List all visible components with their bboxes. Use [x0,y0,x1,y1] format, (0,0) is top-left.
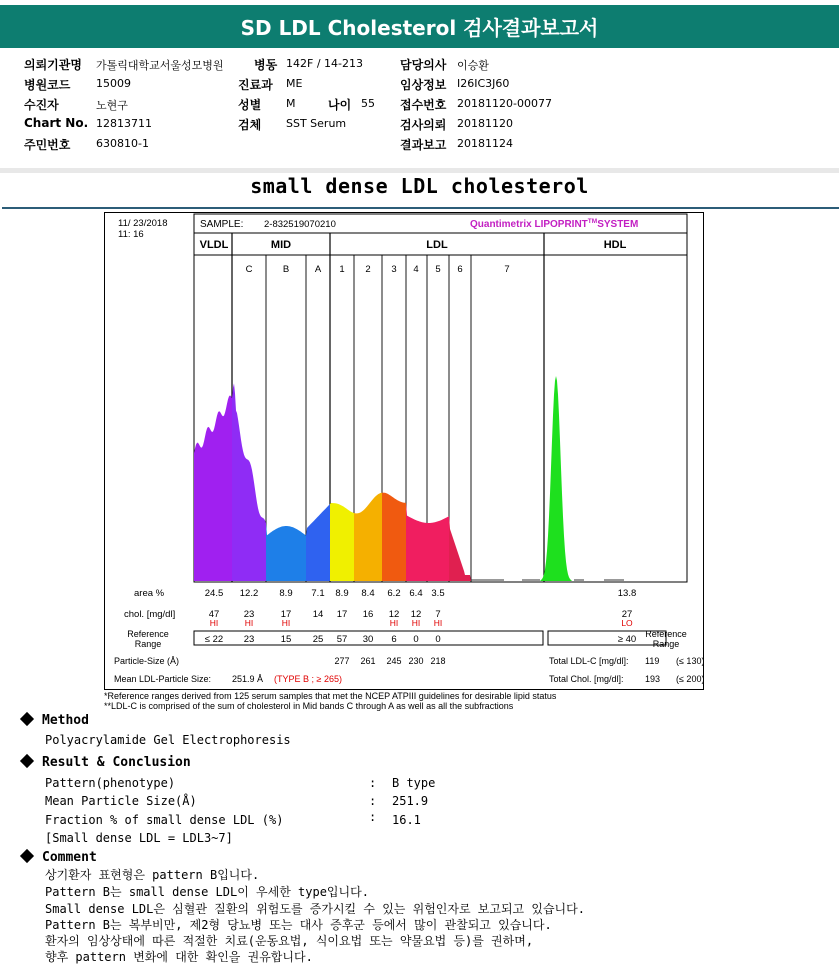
band-label-a: A [314,264,322,275]
ward-value: 142F / 14-213 [286,57,363,70]
chart-value: 12813711 [96,117,152,130]
report-time: 11: 16 [118,229,144,240]
ref-value: 0 [413,634,419,645]
chol-value: 17 [336,609,348,620]
region-label-mid: MID [270,239,292,251]
method-text: Polyacrylamide Gel Electrophoresis [45,733,291,747]
doctor-label: 담당의사 [400,58,447,72]
result-value-mean-size: 251.9 [392,794,429,808]
ref-value: 23 [243,634,255,645]
trace-band-ldl-3 [382,493,406,581]
clinical-label: 임상정보 [400,78,447,92]
patient-value: 노현구 [96,99,128,112]
result-value-fraction: 16.1 [392,813,421,827]
trace-band-mid-b [266,523,306,581]
chol-row-label: chol. [mg/dl] [124,609,176,620]
band-label-2: 2 [365,264,371,275]
ref-row-label-1: Reference [127,629,169,639]
system-name-text: Quantimetrix LIPOPRINT [470,219,588,230]
request-value: 20181120 [457,117,513,130]
area-value: 3.5 [431,588,445,599]
particle-size-value: 277 [334,656,350,666]
total-ldl-ref: (≤ 130) [676,656,704,666]
dept-value: ME [286,77,303,90]
chart-label: Chart No. [24,116,89,130]
comment-line-6: 향후 pattern 변화에 대한 확인을 권유합니다. [45,950,313,964]
chol-flag: HI [281,618,291,628]
total-chol-ref: (≤ 200) [676,674,704,684]
result-heading-text: Result & Conclusion [42,755,191,770]
diamond-bullet-icon [20,754,34,768]
mean-ldl-type: (TYPE B ; ≥ 265) [274,674,342,684]
comment-line-2: Pattern B는 small dense LDL이 우세한 type입니다. [45,885,369,899]
band-label-6: 6 [457,264,463,275]
sex-value: M [286,97,296,110]
hospital-code-value: 15009 [96,77,131,90]
result-value-pattern: B type [392,776,436,790]
footnote-2: **LDL-C is comprised of the sum of cholesterol in Mid bands C through A as well as all the subfractions [104,701,514,711]
comment-heading-text: Comment [42,850,97,865]
age-label: 나이 [328,98,352,112]
hdl-chol-flag: LO [621,618,633,628]
id-value: 630810-1 [96,137,149,150]
chol-flag: HI [433,618,443,628]
lipoprint-report [104,212,704,690]
band-label-c: C [245,264,253,275]
method-heading [22,713,89,728]
system-name [470,218,638,230]
ward-label: 병동 [254,58,278,72]
chol-value: 12 [388,609,400,620]
ref-value: 30 [362,634,374,645]
report-date-label: 결과보고 [400,138,447,152]
area-value: 8.9 [335,588,349,599]
chol-flag: HI [411,618,421,628]
dept-label: 진료과 [238,78,273,92]
report-date-value: 20181124 [457,137,513,150]
band-label-1: 1 [339,264,345,275]
clinical-value: I26IC3J60 [457,77,510,90]
ref-value: 15 [280,634,292,645]
receipt-value: 20181120-00077 [457,97,552,110]
institution-label: 의뢰기관명 [24,58,82,72]
area-row-label: area % [134,588,165,599]
result-colon-3: : [369,810,377,824]
comment-line-4: Pattern B는 복부비만, 제2형 당뇨병 또는 대사 증후군 등에서 많이 관찰되고 있습니다. [45,918,552,932]
section-divider [0,168,839,173]
result-heading [22,755,191,770]
institution-value: 가톨릭대학교서울성모병원 [96,59,224,72]
chol-flag: HI [389,618,399,628]
system-suffix: SYSTEM [597,219,639,230]
ref-row-label-right-1: Reference [645,629,687,639]
particle-size-value: 218 [430,656,446,666]
chol-value: 12 [410,609,422,620]
band-label-b: B [282,264,290,275]
result-label-mean-size: Mean Particle Size(Å) [45,794,197,808]
comment-line-1: 상기환자 표현형은 pattern B입니다. [45,868,260,882]
ref-row-label-2: Range [134,639,162,649]
diamond-bullet-icon [20,849,34,863]
area-value: 6.2 [387,588,401,599]
age-value: 55 [361,97,375,110]
chol-value: 16 [362,609,374,620]
area-value: 8.4 [361,588,375,599]
trace-band-ldl-1 [330,503,354,581]
patient-label: 수진자 [24,98,59,112]
report-header [0,5,839,48]
hdl-area-value: 13.8 [617,588,637,599]
ref-value: 6 [391,634,397,645]
hdl-ref-value: ≥ 40 [617,634,637,645]
ref-value: 25 [312,634,324,645]
area-value: 6.4 [409,588,423,599]
band-label-5: 5 [435,264,441,275]
mean-ldl-value: 251.9 Å [232,674,264,684]
ref-row-label-right-2: Range [652,639,680,649]
region-label-vldl: VLDL [199,239,229,251]
total-chol-label: Total Chol. [mg/dl]: [549,674,624,684]
particle-size-label: Particle-Size (Å) [114,656,180,666]
chol-value: 47 [208,609,220,620]
chol-value: 23 [243,609,255,620]
particle-size-value: 245 [386,656,402,666]
band-label-4: 4 [413,264,419,275]
chol-value: 14 [312,609,324,620]
ref-value: 0 [435,634,441,645]
chol-flag: HI [244,618,254,628]
specimen-label: 검체 [238,118,262,132]
area-value: 8.9 [279,588,293,599]
ref-value: ≤ 22 [204,634,224,645]
system-tm: TM [587,218,598,225]
area-value: 7.1 [311,588,325,599]
hdl-chol-value: 27 [621,609,633,620]
report-title: SD LDL Cholesterol 검사결과보고서 [240,16,599,40]
request-label: 검사의뢰 [400,118,447,132]
comment-line-3: Small dense LDL은 심혈관 질환의 위험도를 증가시킬 수 있는 위험인자로 보고되고 있습니다. [45,902,585,916]
chol-value: 17 [280,609,292,620]
specimen-value: SST Serum [286,117,347,130]
method-heading-text: Method [42,713,89,728]
total-ldl-label: Total LDL-C [mg/dl]: [549,656,629,666]
hospital-code-label: 병원코드 [24,78,71,92]
result-label-fraction: Fraction % of small dense LDL (%) [45,813,284,827]
patient-info-block [0,50,839,168]
footnote-1: *Reference ranges derived from 125 serum samples that met the NCEP ATPIII guidelines for desirable lipid status [104,691,557,701]
region-label-hdl: HDL [603,239,627,251]
sample-value: 2-832519070210 [264,219,336,230]
band-label-3: 3 [391,264,397,275]
result-colon-2: : [369,794,377,808]
receipt-label: 접수번호 [400,98,447,112]
result-colon-1: : [369,776,377,790]
band-label-7: 7 [504,264,510,275]
particle-size-value: 261 [360,656,376,666]
total-ldl-value: 119 [645,656,660,666]
chol-value: 7 [435,609,441,620]
doctor-value: 이승환 [457,59,489,72]
chol-flag: HI [209,618,219,628]
ref-value: 57 [336,634,348,645]
result-note: [Small dense LDL = LDL3~7] [45,831,233,845]
subtitle-underline [2,207,839,209]
sample-label: SAMPLE: [200,219,244,230]
id-label: 주민번호 [24,138,71,152]
report-date: 11/ 23/2018 [118,218,168,229]
mean-ldl-label: Mean LDL-Particle Size: [114,674,212,684]
region-label-ldl: LDL [426,239,448,251]
comment-heading [22,850,97,865]
result-label-pattern: Pattern(phenotype) [45,776,176,790]
area-value: 12.2 [239,588,259,599]
area-value: 24.5 [204,588,224,599]
comment-line-5: 환자의 임상상태에 따른 적절한 치료(운동요법, 식이요법 또는 약물요법 등)를 권하며, [45,934,534,948]
diamond-bullet-icon [20,712,34,726]
section-subtitle: small dense LDL cholesterol [250,174,589,198]
total-chol-value: 193 [645,674,661,684]
sex-label: 성별 [238,98,262,112]
particle-size-value: 230 [408,656,424,666]
